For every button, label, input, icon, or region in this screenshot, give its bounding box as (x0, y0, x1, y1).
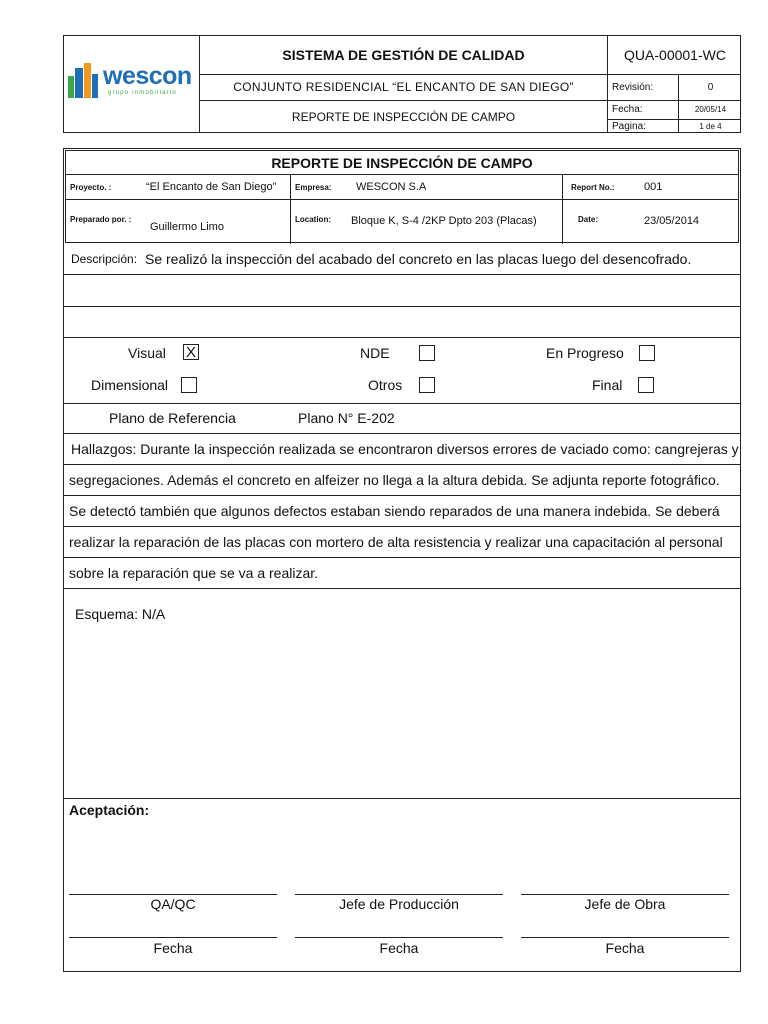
dimensional-checkbox[interactable] (181, 377, 197, 393)
signature-line-jefe-produccion (295, 894, 503, 895)
hallazgos-line: Hallazgos: Durante la inspección realizada se encontraron diversos errores de vaciado como: cangrejeras y (71, 441, 739, 457)
final-label: Final (592, 377, 623, 393)
descripcion-label: Descripción: (71, 252, 138, 266)
date-label-jefe-obra: Fecha (605, 940, 645, 956)
empresa-value: WESCON S.A (356, 181, 427, 193)
doc-code: QUA-00001-WC (624, 47, 726, 63)
empresa-label: Empresa: (295, 183, 332, 192)
plano-value: Plano N° E-202 (298, 410, 395, 426)
date-label: Date: (578, 215, 599, 224)
signature-title-jefe-produccion: Jefe de Producción (339, 896, 459, 912)
date-label-jefe-produccion: Fecha (379, 940, 419, 956)
logo-wordmark: wescon (103, 62, 192, 90)
report-info-table (65, 150, 739, 243)
nde-checkbox[interactable] (419, 345, 435, 361)
hallazgos-line: sobre la reparación que se va a realizar. (69, 565, 319, 581)
date-line-qaqc (69, 937, 277, 938)
revision-value: 0 (707, 81, 714, 93)
date-line-jefe-obra (521, 937, 729, 938)
signature-title-jefe-obra: Jefe de Obra (584, 896, 666, 912)
report-no-value: 001 (644, 181, 663, 193)
dimensional-label: Dimensional (91, 377, 169, 393)
location-value: Bloque K, S-4 /2KP Dpto 203 (Placas) (351, 215, 537, 227)
hallazgos-line: segregaciones. Además el concreto en alfeizer no llega a la altura debida. Se adjunta reporte fotográfico. (69, 472, 720, 488)
preparado-value: Guillermo Limo (150, 221, 224, 233)
preparado-label: Preparado por. : (70, 215, 132, 224)
project-line: CONJUNTO RESIDENCIAL “EL ENCANTO DE SAN DIEGO” (233, 80, 574, 94)
plano-label: Plano de Referencia (109, 410, 236, 426)
en-progreso-checkbox[interactable] (639, 345, 655, 361)
report-no-label: Report No.: (571, 183, 615, 192)
revision-label: Revisión: (612, 82, 654, 93)
final-checkbox[interactable] (638, 377, 654, 393)
system-title: SISTEMA DE GESTIÓN DE CALIDAD (282, 47, 525, 63)
signature-title-qaqc: QA/QC (150, 896, 196, 912)
descripcion-text: Se realizó la inspección del acabado del concreto en las placas luego del desencofrado. (145, 251, 692, 267)
proyecto-value: “El Encanto de San Diego” (146, 181, 277, 193)
fecha-value: 20/05/14 (694, 105, 727, 114)
hallazgos-line: Se detectó también que algunos defectos estaban siendo reparados de una manera indebida. Se deberá (69, 503, 720, 519)
aceptacion-label: Aceptación: (69, 802, 150, 818)
otros-checkbox[interactable] (419, 377, 435, 393)
document-header (63, 35, 741, 133)
report-line: REPORTE DE INSPECCIÓN DE CAMPO (291, 110, 516, 124)
fecha-label: Fecha: (612, 104, 643, 115)
report-frame (63, 148, 741, 972)
nde-label: NDE (360, 345, 390, 361)
otros-label: Otros (368, 377, 403, 393)
pagina-value: 1 de 4 (699, 122, 722, 131)
date-value: 23/05/2014 (644, 215, 700, 227)
hallazgos-line: realizar la reparación de las placas con mortero de alta resistencia y realizar una capacitación al personal (69, 534, 723, 550)
date-line-jefe-produccion (295, 937, 503, 938)
wescon-logo (68, 62, 196, 102)
date-label-qaqc: Fecha (153, 940, 193, 956)
location-label: Location: (295, 215, 331, 224)
visual-checkbox[interactable]: X (183, 344, 199, 360)
en-progreso-label: En Progreso (546, 345, 624, 361)
proyecto-label: Proyecto. : (70, 183, 112, 192)
signature-line-jefe-obra (521, 894, 729, 895)
signature-line-qaqc (69, 894, 277, 895)
logo-subtext: grupo inmobiliario (108, 90, 177, 96)
visual-label: Visual (128, 345, 166, 361)
pagina-label: Pagina: (612, 121, 646, 132)
esquema-label: Esquema: N/A (75, 606, 166, 622)
report-title: REPORTE DE INSPECCIÓN DE CAMPO (271, 155, 533, 171)
